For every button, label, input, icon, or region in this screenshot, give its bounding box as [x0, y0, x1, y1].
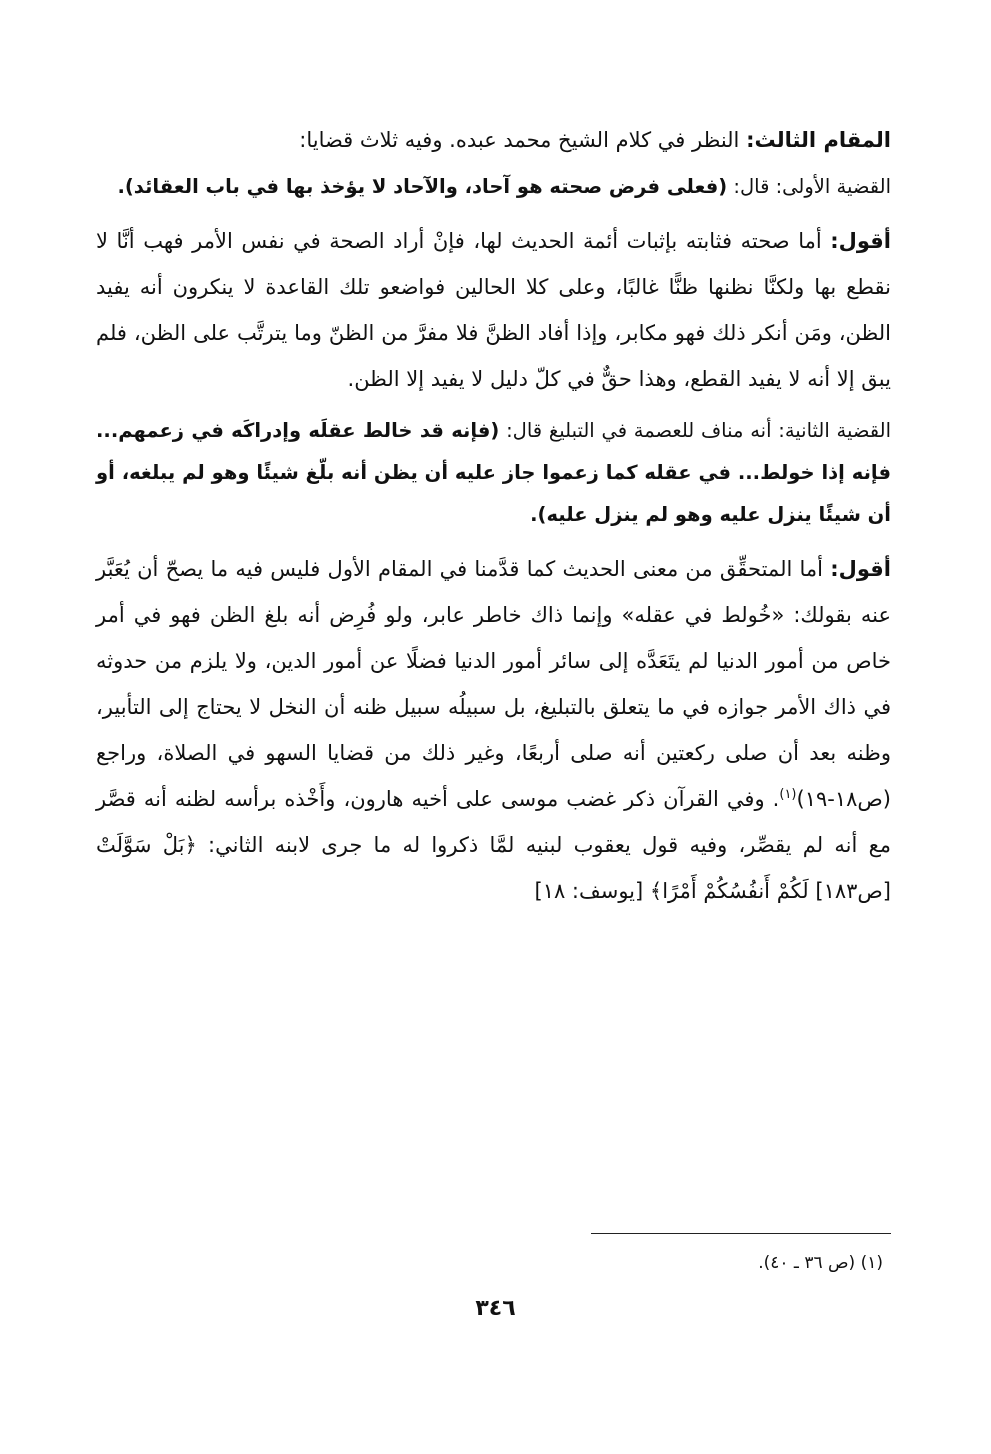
footnote-divider — [591, 1233, 891, 1234]
issue-two-quote: (فإنه قد خالط عقلَه وإدراكَه في زعمهم... فإنه إذا خولط... في عقله كما زعموا جاز عليه أن يظن أنه بلّغ شيئًا وهو لم يبلغه، أو أن شيئًا ينزل عليه وهو لم ينزل عليه). — [96, 419, 891, 526]
footnote — [758, 1248, 883, 1278]
section-heading-lead: المقام الثالث: — [746, 128, 891, 152]
issue-two — [96, 410, 891, 536]
issue-one — [96, 166, 891, 208]
section-heading-text: النظر في كلام الشيخ محمد عبده. وفيه ثلاث قضايا: — [299, 128, 747, 152]
quran-verse-start: ﴿بَلْ سَوَّلَتْ — [96, 833, 197, 857]
page-body — [96, 118, 891, 922]
reply-one-lead: أقول: — [830, 229, 891, 253]
reply-two-text-a: أما المتحقِّق من معنى الحديث كما قدَّمنا في المقام الأول فليس فيه ما يصحّ أن يُعَبَّر عنه بقولك: «خُولط في عقله» وإنما ذاك خاطر عابر، ولو فُرِض أنه بلغ الظن فهو في أمر خاص من أمور الدنيا لم يتَعَدَّه إلى سائر أمور الدنيا فضلًا عن أمور الدين، ولا يلزم من حدوثه في ذاك الأمر جوازه في ما يتعلق بالتبليغ، بل سبيلُه سبيل ظنه أن النخل لا يحتاج إلى التأبير، وظنه بعد أن صلى ركعتين أنه صلى أربعًا، وغير ذلك من قضايا السهو في الصلاة، وراجع (ص١٨-١٩) — [96, 557, 891, 811]
page-reference: [ص١٨٣] — [815, 879, 891, 903]
reply-two — [96, 546, 891, 914]
reply-two-text-b: . وفي القرآن ذكر غضب موسى على أخيه هارون، وأَخْذه برأسه لظنه أنه قصَّر مع أنه لم يقصِّر، وفيه قول يعقوب لبنيه لمَّا ذكروا له ما جرى لابنه الثاني: — [96, 787, 891, 857]
quran-verse-end: لَكُمْ أَنفُسُكُمْ أَمْرًا﴾ — [649, 879, 809, 903]
footnote-marker[interactable]: (١) — [779, 787, 797, 802]
issue-one-quote: (فعلى فرض صحته هو آحاد، والآحاد لا يؤخذ بها في باب العقائد). — [117, 175, 728, 198]
issue-one-label: القضية الأولى: قال: — [727, 175, 891, 198]
page-number: ٣٤٦ — [475, 1296, 516, 1321]
issue-two-label: القضية الثانية: أنه مناف للعصمة في التبليغ قال: — [499, 419, 891, 442]
surah-reference: [يوسف: ١٨] — [534, 879, 644, 903]
reply-one-text: أما صحته فثابته بإثبات أئمة الحديث لها، فإنْ أراد الصحة في نفس الأمر فهب أنَّا لا نقطع بها ولكنَّا نظنها ظنًّا غالبًا، وعلى كلا الحالين فواضعو تلك القاعدة لا ينكرون أنه يفيد الظن، ومَن أنكر ذلك فهو مكابر، وإذا أفاد الظنَّ فلا مفرَّ من الظنّ وما يترتَّب على الظن، فلم يبق إلا أنه لا يفيد القطع، وهذا حقٌّ في كلّ دليل لا يفيد إلا الظن. — [96, 229, 891, 391]
footnote-text: (١) (ص ٣٦ ـ ٤٠). — [758, 1253, 883, 1273]
reply-one — [96, 218, 891, 402]
section-heading — [96, 118, 891, 162]
reply-two-lead: أقول: — [830, 557, 891, 581]
